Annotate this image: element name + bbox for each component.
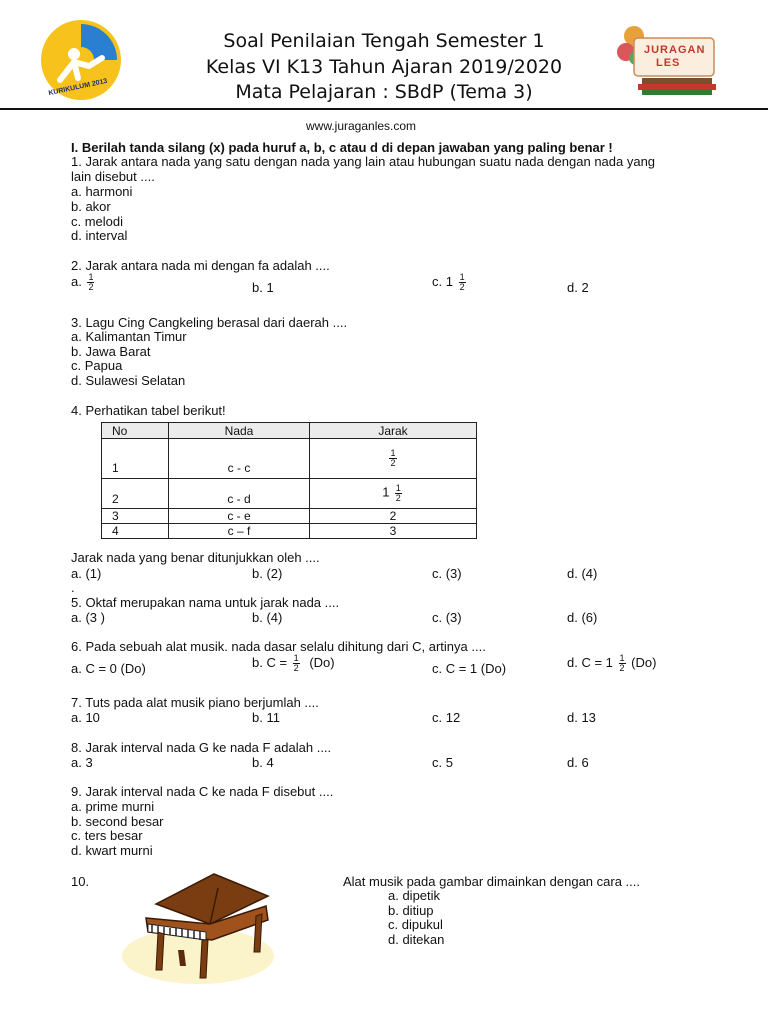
q2-option-a — [71, 273, 96, 292]
q10-number: 10. — [71, 874, 90, 889]
table-row — [102, 509, 477, 524]
q6-option-b-pre: b. C = — [252, 654, 288, 670]
q8-option-a: a. 3 — [71, 755, 93, 770]
q6-option-b — [252, 654, 335, 673]
q2-option-a-label: a. — [71, 273, 82, 289]
table-header: Jarak — [310, 423, 477, 439]
q1-option-a: a. harmoni — [71, 184, 133, 199]
q6-option-a: a. C = 0 (Do) — [71, 661, 146, 676]
table-row — [102, 479, 477, 509]
table-cell: 2 — [310, 509, 477, 524]
nada-table — [101, 422, 477, 539]
q4-text: 4. Perhatikan tabel berikut! — [71, 403, 226, 418]
q4-option-b: b. (2) — [252, 566, 283, 581]
q2-text: 2. Jarak antara nada mi dengan fa adalah .... — [71, 258, 330, 273]
q5-option-a: a. (3 ) — [71, 610, 105, 625]
q8-option-d: d. 6 — [567, 755, 589, 770]
website: www.juraganles.com — [306, 119, 417, 133]
q9-option-a: a. prime murni — [71, 799, 155, 814]
juraganles-logo — [612, 22, 722, 98]
instruction: I. Berilah tanda silang (x) pada huruf a, b, c atau d di depan jawaban yang paling benar ! — [71, 140, 613, 155]
q7-option-d: d. 13 — [567, 710, 596, 725]
logo-text-1: JURAGAN — [644, 44, 706, 56]
q2-option-c-label: c. 1 — [432, 273, 453, 289]
q4-option-c: c. (3) — [432, 566, 462, 581]
q4-option-d: d. (4) — [567, 566, 598, 581]
q5-option-c: c. (3) — [432, 610, 462, 625]
row2-jarak: 1 — [382, 484, 390, 500]
header-divider — [0, 108, 768, 110]
table-cell — [310, 479, 477, 509]
q10-option-b: b. ditiup — [388, 903, 434, 918]
table-header: No — [102, 423, 169, 439]
table-cell: 2 — [102, 479, 169, 509]
table-cell: 3 — [102, 509, 169, 524]
table-cell: c – f — [169, 524, 310, 539]
table-header: Nada — [169, 423, 310, 439]
table-row — [102, 439, 477, 479]
q3-option-a: a. Kalimantan Timur — [71, 329, 187, 344]
q1-option-c: c. melodi — [71, 214, 124, 229]
q6-option-b-post: (Do) — [309, 654, 335, 670]
q10-option-c: c. dipukul — [388, 917, 443, 932]
table-cell: c - e — [169, 509, 310, 524]
title-line-3: Mata Pelajaran : SBdP (Tema 3) — [235, 81, 533, 103]
q1-option-d: d. interval — [71, 228, 128, 243]
table-cell — [310, 439, 477, 479]
q9-text: 9. Jarak interval nada C ke nada F disebut .... — [71, 784, 334, 799]
q1-line2: lain disebut .... — [71, 169, 155, 184]
q2-option-b: b. 1 — [252, 280, 274, 295]
q5-option-d: d. (6) — [567, 610, 598, 625]
q10-option-d: d. ditekan — [388, 932, 445, 947]
logo-text-2: LES — [656, 57, 681, 69]
q7-text: 7. Tuts pada alat musik piano berjumlah .... — [71, 695, 319, 710]
q6-option-d — [567, 654, 656, 673]
q6-option-d-pre: d. C = 1 — [567, 654, 613, 670]
q4-option-a: a. (1) — [71, 566, 102, 581]
table-cell: c - c — [169, 439, 310, 479]
q4-question: Jarak nada yang benar ditunjukkan oleh .... — [71, 550, 320, 565]
q1-option-b: b. akor — [71, 199, 111, 214]
table-cell: 1 — [102, 439, 169, 479]
q9-option-c: c. ters besar — [71, 828, 143, 843]
fraction-half: $\frac{1}{2}$ — [619, 653, 625, 673]
q8-option-c: c. 5 — [432, 755, 453, 770]
q10-text: Alat musik pada gambar dimainkan dengan cara .... — [343, 874, 641, 889]
title-line-1: Soal Penilaian Tengah Semester 1 — [223, 30, 545, 52]
q5-option-b: b. (4) — [252, 610, 283, 625]
table-header-row — [102, 423, 477, 439]
q7-option-a: a. 10 — [71, 710, 100, 725]
table-cell: 3 — [310, 524, 477, 539]
logo-label: KURIKULUM 2013 — [47, 77, 108, 98]
q8-text: 8. Jarak interval nada G ke nada F adalah .... — [71, 740, 332, 755]
q7-option-c: c. 12 — [432, 710, 461, 725]
table-row — [102, 524, 477, 539]
title-line-2: Kelas VI K13 Tahun Ajaran 2019/2020 — [205, 56, 563, 78]
fraction-half: $\frac{1}{2}$ — [88, 272, 94, 292]
q5-text: 5. Oktaf merupakan nama untuk jarak nada .... — [71, 595, 340, 610]
table-cell: 4 — [102, 524, 169, 539]
q6-option-c: c. C = 1 (Do) — [432, 661, 507, 676]
q9-option-d: d. kwart murni — [71, 843, 153, 858]
q2-option-c — [432, 273, 468, 292]
q3-option-b: b. Jawa Barat — [71, 344, 151, 359]
q3-option-d: d. Sulawesi Selatan — [71, 373, 186, 388]
q9-option-b: b. second besar — [71, 814, 164, 829]
table-cell: c - d — [169, 479, 310, 509]
q2-option-d: d. 2 — [567, 280, 589, 295]
q6-text: 6. Pada sebuah alat musik. nada dasar selalu dihitung dari C, artinya .... — [71, 639, 486, 654]
q7-option-b: b. 11 — [252, 710, 280, 725]
fraction-half: $\frac{1}{2}$ — [395, 483, 401, 503]
fraction-half: $\frac{1}{2}$ — [293, 653, 299, 673]
stray-dot: . — [71, 580, 75, 595]
q6-option-d-post: (Do) — [631, 654, 657, 670]
fraction-half: $\frac{1}{2}$ — [390, 448, 396, 468]
q3-option-c: c. Papua — [71, 358, 123, 373]
fraction-half: $\frac{1}{2}$ — [459, 272, 465, 292]
grand-piano-image — [118, 866, 278, 986]
q10-option-a: a. dipetik — [388, 888, 441, 903]
q8-option-b: b. 4 — [252, 755, 274, 770]
q1-line1: 1. Jarak antara nada yang satu dengan nada yang lain atau hubungan suatu nada dengan nada yang — [71, 154, 656, 169]
q3-text: 3. Lagu Cing Cangkeling berasal dari daerah .... — [71, 315, 348, 330]
